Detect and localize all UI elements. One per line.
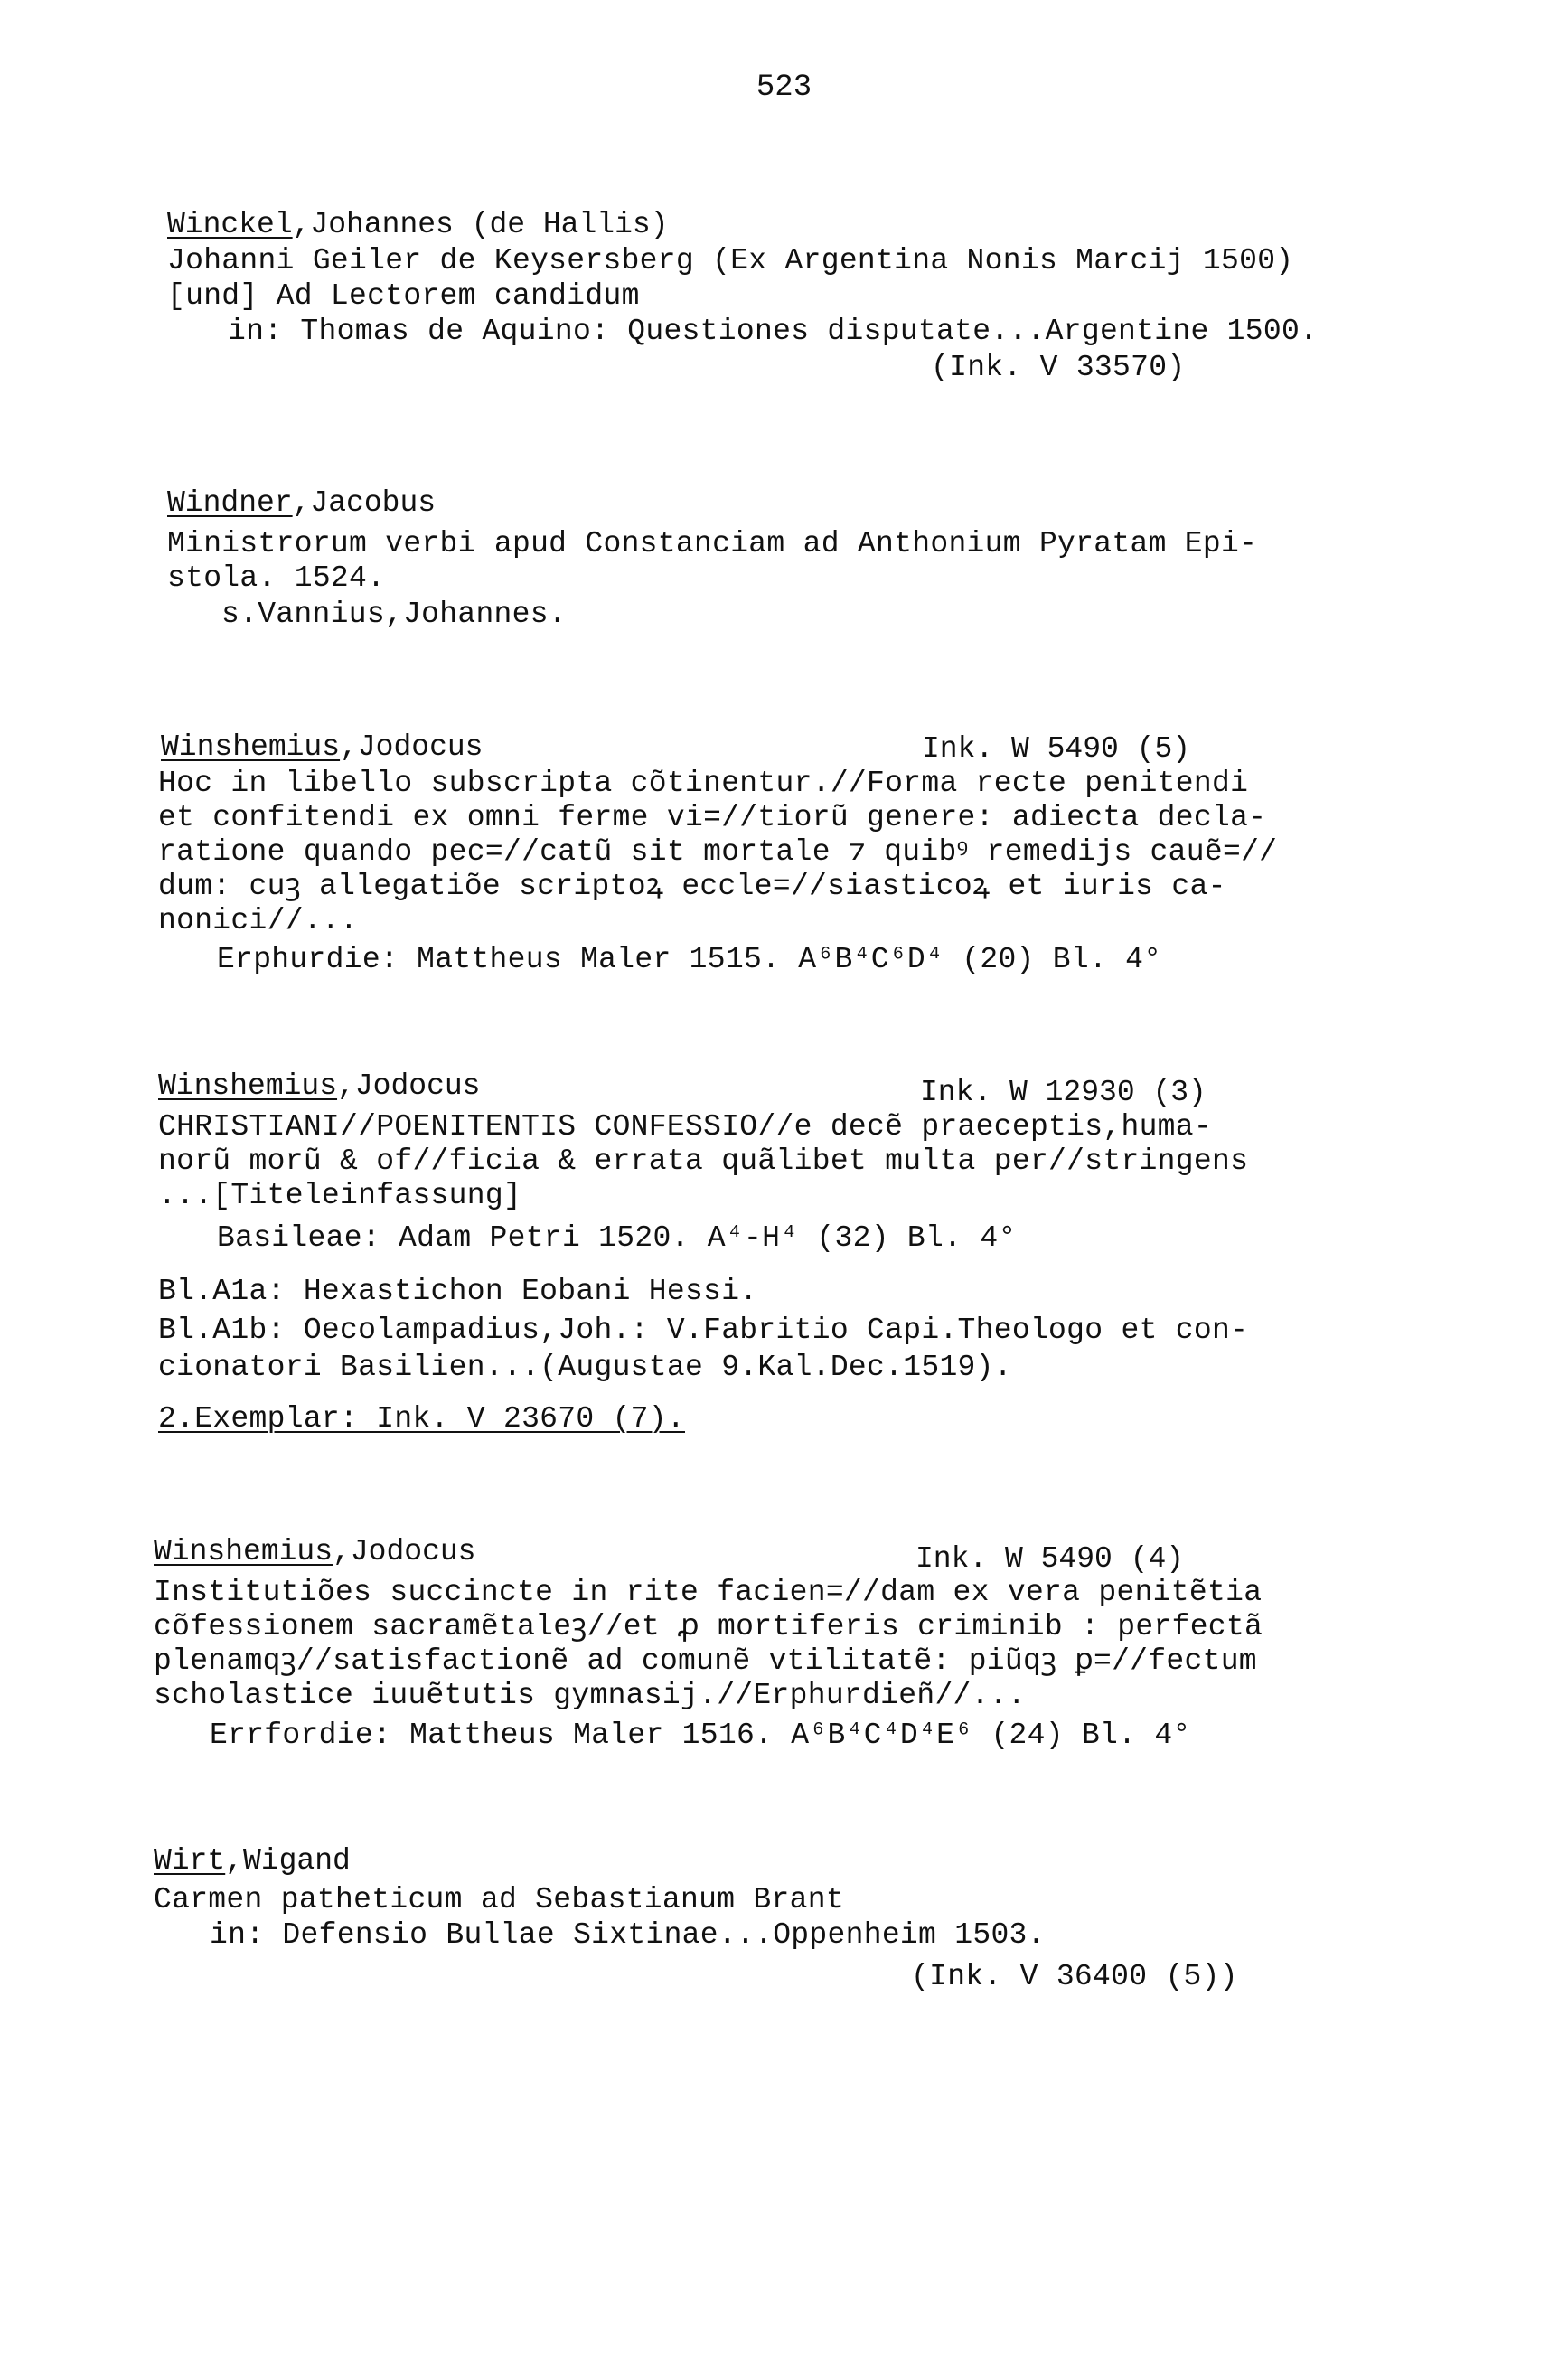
entry-line: cõfessionem sacramẽtaleꝫ//et ꝓ mortiferis criminib : perfectã xyxy=(154,1610,1263,1643)
entry-line: ...[Titeleinfassung] xyxy=(158,1179,522,1212)
entry-line: scholastice iuuẽtutis gymnasij.//Erphurdieñ//... xyxy=(154,1679,1026,1712)
entry-line: dum: cuꝫ allegatiõe scriptoꝝ eccle=//siasticoꝝ et iuris ca- xyxy=(158,870,1226,903)
entry-heading xyxy=(161,732,483,762)
entry-line: et confitendi ex omni ferme vi=//tiorũ genere: adiecta decla- xyxy=(158,801,1267,834)
author-surname: Winshemius xyxy=(161,730,341,764)
entry-line: norũ morũ & of//ficia & errata quãlibet multa per//stringens xyxy=(158,1144,1249,1178)
entry-heading xyxy=(158,1071,480,1101)
author-surname: Wirt xyxy=(154,1844,226,1878)
entry-line: Errfordie: Mattheus Maler 1516. A⁶B⁴C⁴D⁴E⁶ (24) Bl. 4° xyxy=(210,1719,1191,1752)
entry-line: stola. 1524. xyxy=(167,561,386,595)
entry-line: ratione quando pec=//catũ sit mortale ⁊ quibꝰ remedijs cauẽ=// xyxy=(158,835,1278,869)
author-surname: Windner xyxy=(167,486,293,520)
entry-heading xyxy=(167,488,436,518)
entry-line: Basileae: Adam Petri 1520. A⁴-H⁴ (32) Bl. 4° xyxy=(217,1221,1017,1255)
author-forename: ,Johannes (de Hallis) xyxy=(292,208,669,241)
entry-line: CHRISTIANI//POENITENTIS CONFESSIO//e decẽ praeceptis,huma- xyxy=(158,1110,1212,1144)
author-surname: Winshemius xyxy=(158,1069,338,1103)
entry-line: (Ink. V 33570) xyxy=(931,351,1186,384)
entry-line: Johanni Geiler de Keysersberg (Ex Argentina Nonis Marcij 1500) xyxy=(167,244,1294,278)
entry-line: nonici//... xyxy=(158,904,359,937)
entry-line: (Ink. V 36400 (5)) xyxy=(911,1960,1238,1993)
entry-line: Institutiões succincte in rite facien=//dam ex vera penitẽtia xyxy=(154,1576,1263,1609)
entry-line: plenamqꝫ//satisfactionẽ ad comunẽ vtilitatẽ: piũqꝫ ꝑ=//fectum xyxy=(154,1644,1257,1678)
entry-line: s.Vannius,Johannes. xyxy=(221,598,567,631)
author-forename: ,Jodocus xyxy=(340,730,484,764)
entry-heading xyxy=(154,1537,475,1567)
entry-line: in: Defensio Bullae Sixtinae...Oppenheim 1503. xyxy=(210,1918,1046,1952)
entry-line: Ministrorum verbi apud Constanciam ad Anthonium Pyratam Epi- xyxy=(167,527,1258,560)
entry-line: Carmen patheticum ad Sebastianum Brant xyxy=(154,1883,844,1917)
entry-heading xyxy=(167,210,669,240)
entry-line: Bl.A1a: Hexastichon Eobani Hessi. xyxy=(158,1275,758,1308)
entry-heading xyxy=(154,1846,351,1876)
ink-reference: Ink. W 5490 (5) xyxy=(922,732,1191,766)
ink-reference: Ink. W 12930 (3) xyxy=(920,1076,1207,1109)
author-surname: Winckel xyxy=(167,208,293,241)
author-forename: ,Jodocus xyxy=(333,1535,476,1568)
entry-line: cionatori Basilien...(Augustae 9.Kal.Dec.1519). xyxy=(158,1351,1012,1384)
author-forename: ,Wigand xyxy=(225,1844,351,1878)
author-forename: ,Jodocus xyxy=(337,1069,481,1103)
second-copy-note: 2.Exemplar: Ink. V 23670 (7). xyxy=(158,1402,685,1436)
ink-reference: Ink. W 5490 (4) xyxy=(915,1542,1185,1576)
entry-line: [und] Ad Lectorem candidum xyxy=(167,279,640,313)
page-number: 523 xyxy=(756,71,812,105)
entry-line: Erphurdie: Mattheus Maler 1515. A⁶B⁴C⁶D⁴ (20) Bl. 4° xyxy=(217,943,1162,976)
entry-line: Bl.A1b: Oecolampadius,Joh.: V.Fabritio Capi.Theologo et con- xyxy=(158,1314,1249,1347)
entry-line: in: Thomas de Aquino: Questiones disputate...Argentine 1500. xyxy=(228,315,1319,348)
author-surname: Winshemius xyxy=(154,1535,333,1568)
author-forename: ,Jacobus xyxy=(292,486,437,520)
entry-line: Hoc in libello subscripta cõtinentur.//Forma recte penitendi xyxy=(158,767,1249,800)
